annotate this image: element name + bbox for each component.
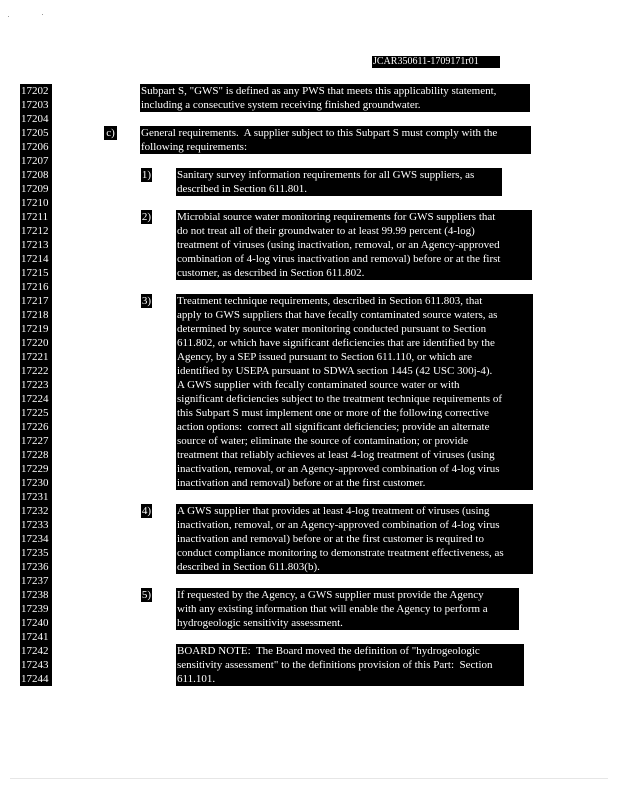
item-4-marker: 4)	[141, 505, 152, 517]
line-number: 17220	[21, 337, 49, 349]
text-line: source of water; eliminate the source of contamination; or provide	[177, 435, 469, 447]
text-line: Treatment technique requirements, described in Section 611.803, that	[177, 295, 483, 307]
text-line: determined by source water monitoring conducted pursuant to Section	[177, 323, 487, 335]
text-line: significant deficiencies subject to the treatment technique requirements of	[177, 393, 502, 405]
section-c-paragraph	[140, 126, 531, 154]
text-line: Agency, by a SEP issued pursuant to Section 611.110, or which are	[177, 351, 473, 363]
text-line: apply to GWS suppliers that have fecally contaminated source waters, as	[177, 309, 498, 321]
document-id-header: JCAR350611-1709171r01	[372, 56, 500, 68]
line-number: 17244	[21, 673, 49, 685]
line-number: 17223	[21, 379, 49, 391]
item-5-paragraph	[176, 588, 519, 630]
line-number: 17215	[21, 267, 49, 279]
text-line: this Subpart S must implement one or more of the following corrective	[177, 407, 489, 419]
text-line: with any existing information that will enable the Agency to perform a	[177, 603, 488, 615]
line-number: 17219	[21, 323, 49, 335]
text-line: including a consecutive system receiving finished groundwater.	[141, 99, 421, 111]
scan-speck	[42, 14, 43, 15]
text-line: inactivation, removal, or an Agency-approved combination of 4-log virus	[177, 519, 500, 531]
board-note	[176, 644, 524, 686]
line-number: 17239	[21, 603, 49, 615]
item-5-marker: 5)	[141, 589, 152, 601]
text-line: inactivation and removal) before or at the first customer is required to	[177, 533, 484, 545]
line-number: 17208	[21, 169, 49, 181]
text-line: sensitivity assessment" to the definitions provision of this Part: Section	[177, 659, 493, 671]
line-number: 17218	[21, 309, 49, 321]
scan-speck	[8, 16, 9, 17]
line-number: 17204	[21, 113, 49, 125]
text-line: do not treat all of their groundwater to at least 99.99 percent (4-log)	[177, 225, 475, 237]
line-number: 17214	[21, 253, 49, 265]
text-line: described in Section 611.801.	[177, 183, 308, 195]
text-line: customer, as described in Section 611.802.	[177, 267, 365, 279]
text-line: identified by USEPA pursuant to SDWA section 1445 (42 USC 300j-4).	[177, 365, 493, 377]
text-line: A GWS supplier that provides at least 4-log treatment of viruses (using	[177, 505, 490, 517]
line-number: 17234	[21, 533, 49, 545]
text-line: 611.802, or which have significant deficiencies that are identified by the	[177, 337, 495, 349]
line-number: 17237	[21, 575, 49, 587]
item-2-marker: 2)	[141, 211, 152, 223]
text-line: Microbial source water monitoring requirements for GWS suppliers that	[177, 211, 496, 223]
line-number: 17221	[21, 351, 49, 363]
text-line: hydrogeologic sensitivity assessment.	[177, 617, 343, 629]
text-line: treatment that reliably achieves at least 4-log treatment of viruses (using	[177, 449, 495, 461]
text-line: 611.101.	[177, 673, 216, 685]
line-number: 17229	[21, 463, 49, 475]
text-line: following requirements:	[141, 141, 248, 153]
line-number: 17202	[21, 85, 49, 97]
text-line: described in Section 611.803(b).	[177, 561, 320, 573]
item-3-paragraph	[176, 294, 533, 490]
line-number: 17212	[21, 225, 49, 237]
line-number: 17241	[21, 631, 49, 643]
item-4-paragraph	[176, 504, 533, 574]
item-3-marker: 3)	[141, 295, 152, 307]
line-number: 17225	[21, 407, 49, 419]
line-number: 17207	[21, 155, 49, 167]
line-number: 17211	[21, 211, 49, 223]
line-number: 17228	[21, 449, 49, 461]
text-line: General requirements. A supplier subject to this Subpart S must comply with the	[141, 127, 498, 139]
text-line: A GWS supplier with fecally contaminated source water or with	[177, 379, 460, 391]
line-number: 17205	[21, 127, 49, 139]
line-number: 17216	[21, 281, 49, 293]
text-line: inactivation and removal) before or at the first customer.	[177, 477, 426, 489]
text-line: conduct compliance monitoring to demonstrate treatment effectiveness, as	[177, 547, 504, 559]
line-number: 17226	[21, 421, 49, 433]
line-number: 17231	[21, 491, 49, 503]
line-number: 17206	[21, 141, 49, 153]
line-number: 17222	[21, 365, 49, 377]
line-number: 17236	[21, 561, 49, 573]
line-number: 17240	[21, 617, 49, 629]
line-number: 17232	[21, 505, 49, 517]
line-number: 17233	[21, 519, 49, 531]
line-number: 17203	[21, 99, 49, 111]
line-number: 17224	[21, 393, 49, 405]
intro-paragraph	[140, 84, 530, 112]
text-line: treatment of viruses (using inactivation, removal, or an Agency-approved	[177, 239, 500, 251]
line-number: 17235	[21, 547, 49, 559]
item-2-paragraph	[176, 210, 532, 280]
line-number: 17242	[21, 645, 49, 657]
item-1-marker: 1)	[141, 169, 152, 181]
line-number: 17243	[21, 659, 49, 671]
text-line: Subpart S, "GWS" is defined as any PWS that meets this applicability statement,	[141, 85, 497, 97]
line-number: 17230	[21, 477, 49, 489]
line-number: 17238	[21, 589, 49, 601]
text-line: combination of 4-log virus inactivation and removal) before or at the first	[177, 253, 501, 265]
section-c-marker: c)	[104, 126, 117, 140]
line-number-column	[20, 84, 52, 686]
text-line: Sanitary survey information requirements for all GWS suppliers, as	[177, 169, 475, 181]
text-line: If requested by the Agency, a GWS supplier must provide the Agency	[177, 589, 484, 601]
text-line: inactivation, removal, or an Agency-approved combination of 4-log virus	[177, 463, 500, 475]
line-number: 17209	[21, 183, 49, 195]
line-number: 17210	[21, 197, 49, 209]
line-number: 17213	[21, 239, 49, 251]
line-number: 17227	[21, 435, 49, 447]
text-line: BOARD NOTE: The Board moved the definition of "hydrogeologic	[177, 645, 480, 657]
line-number: 17217	[21, 295, 49, 307]
item-1-paragraph	[176, 168, 502, 196]
text-line: action options: correct all significant deficiencies; provide an alternate	[177, 421, 490, 433]
page-bottom-rule	[10, 778, 608, 779]
